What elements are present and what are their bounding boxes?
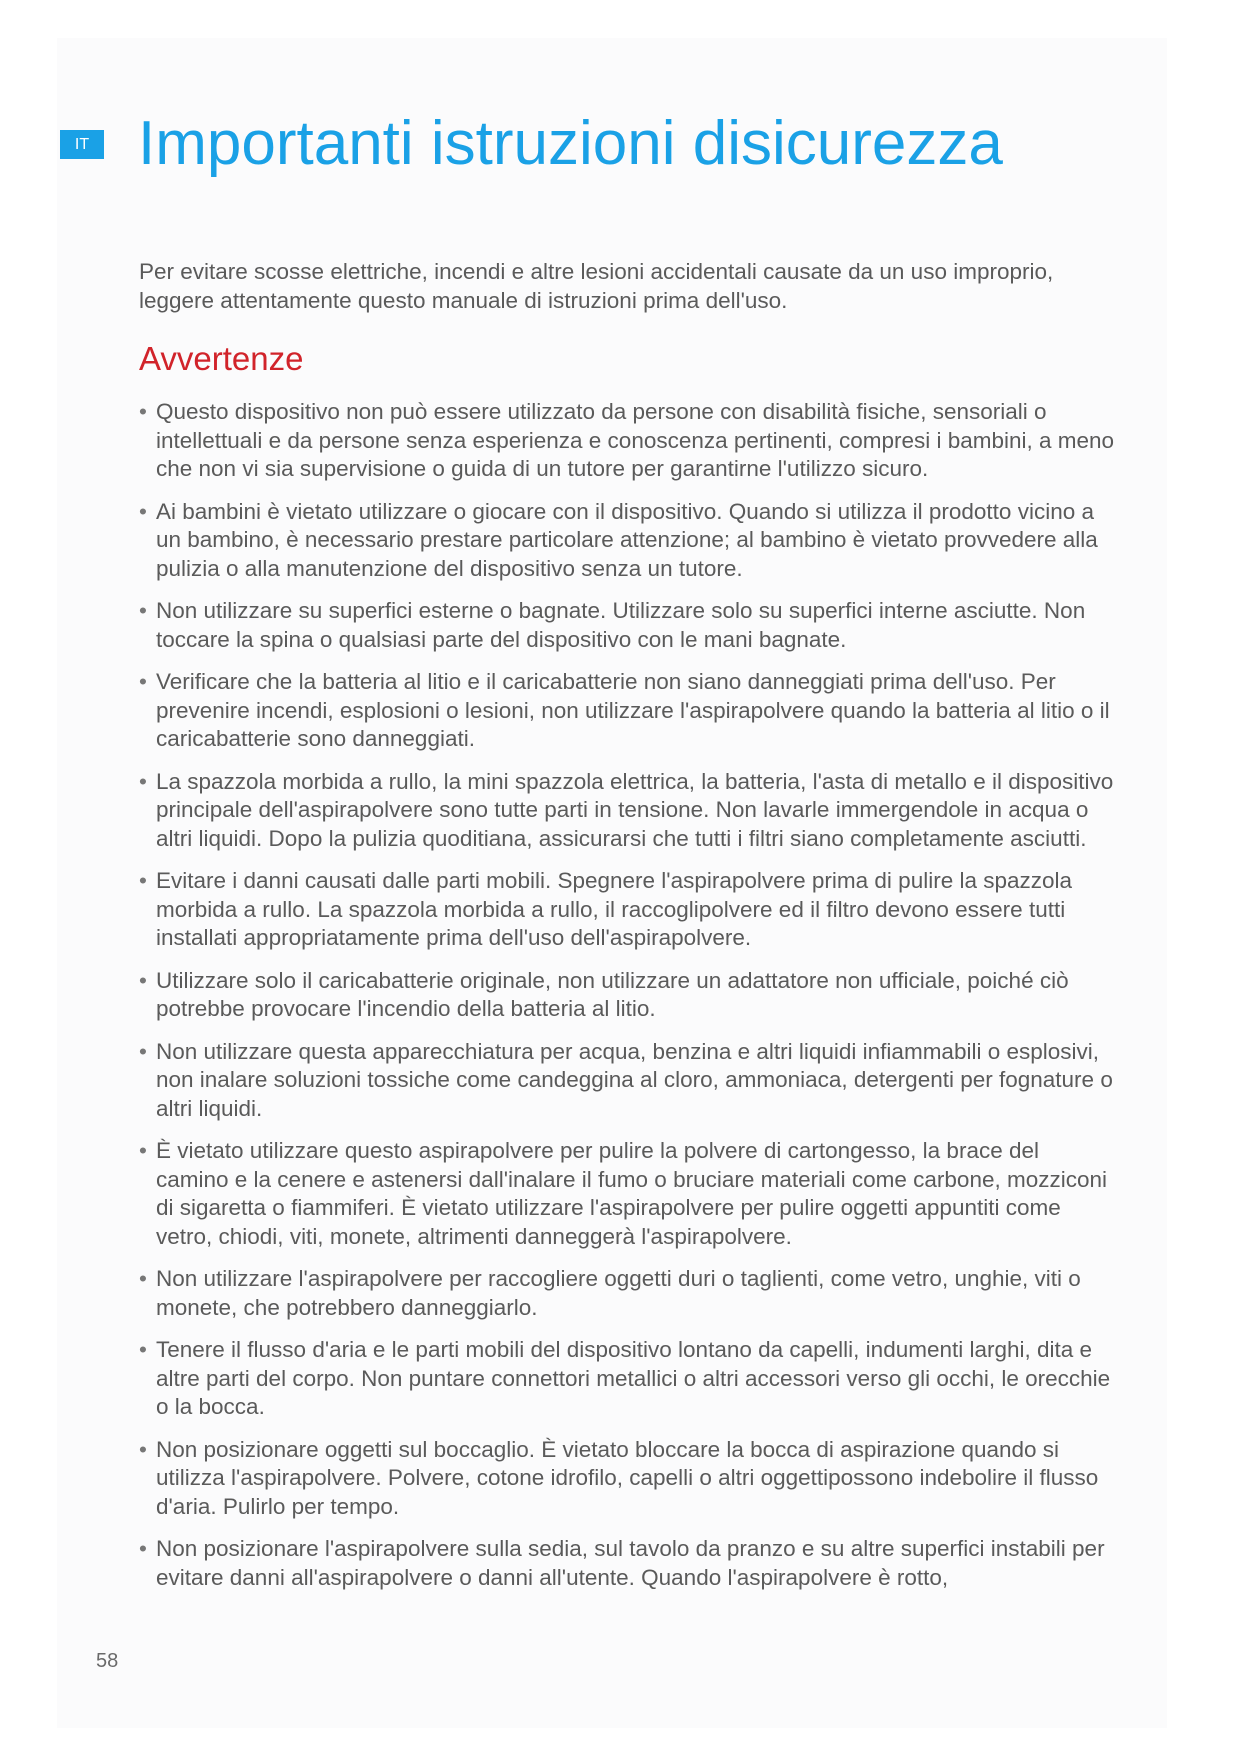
page-title: Importanti istruzioni disicurezza (138, 109, 1003, 178)
bullet-icon: • (139, 967, 147, 993)
bullet-icon: • (139, 768, 147, 794)
bullet-icon: • (139, 1138, 147, 1163)
bullet-icon: • (139, 1266, 147, 1291)
warning-item (139, 967, 1117, 1024)
warning-item (139, 498, 1117, 584)
warning-text: Questo dispositivo non può essere utilizzato da persone con disabilità fisiche, sensoriali o intellettuali e da persone senza esperienza e conoscenza pertinenti, compresi i bambini, a meno che non vi sia supervisione o guida di un tutore per garantirne l'utilizzo sicuro. (156, 399, 1115, 481)
warning-item (139, 867, 1117, 953)
warning-item (139, 597, 1117, 654)
warning-text: Non utilizzare questa apparecchiatura per acqua, benzina e altri liquidi infiammabili o esplosivi, non inalare soluzioni tossiche come candeggina al cloro, ammoniaca, detergenti per fognature o altri liquidi. (156, 1038, 1113, 1121)
bullet-icon: • (139, 598, 147, 623)
warning-item (139, 1336, 1117, 1422)
warning-item (139, 398, 1117, 484)
bullet-icon: • (139, 399, 147, 424)
warning-item (139, 1038, 1117, 1124)
warning-text: Utilizzare solo il caricabatterie originale, non utilizzare un adattatore non ufficiale, poiché ciò potrebbe provocare l'incendio della batteria al litio. (156, 967, 1069, 1021)
warning-item (139, 1265, 1117, 1322)
warning-item (139, 768, 1117, 854)
warning-text: Verificare che la batteria al litio e il caricabatterie non siano danneggiati prima dell'uso. Per prevenire incendi, esplosioni o lesioni, non utilizzare l'aspirapolvere quando la batteria al litio o il caricabatterie sono danneggiati. (156, 669, 1110, 751)
warnings-heading: Avvertenze (139, 340, 304, 377)
warning-text: È vietato utilizzare questo aspirapolvere per pulire la polvere di cartongesso, la brace del camino e la cenere e astenersi dall'inalare il fumo o bruciare materiali come carbone, mozziconi di sigaretta o fiammiferi. È vietato utilizzare l'aspirapolvere per pulire oggetti appuntiti come vetro, chiodi, viti, monete, altrimenti danneggerà l'aspirapolvere. (156, 1138, 1107, 1249)
warning-item (139, 1535, 1117, 1592)
warning-text: La spazzola morbida a rullo, la mini spazzola elettrica, la batteria, l'asta di metallo e il dispositivo principale dell'aspirapolvere sono tutte parti in tensione. Non lavarle immergendole in acqua o altri liquidi. Dopo la pulizia quoditiana, assicurarsi che tutti i filtri siano completamente asciutti. (156, 768, 1114, 851)
warning-text: Non utilizzare l'aspirapolvere per raccogliere oggetti duri o taglienti, come vetro, unghie, viti o monete, che potrebbero danneggiarlo. (156, 1266, 1081, 1320)
warning-text: Non utilizzare su superfici esterne o bagnate. Utilizzare solo su superfici interne asciutte. Non toccare la spina o qualsiasi parte del dispositivo con le mani bagnate. (156, 598, 1086, 652)
bullet-icon: • (139, 498, 147, 524)
warning-text: Ai bambini è vietato utilizzare o giocare con il dispositivo. Quando si utilizza il prodotto vicino a un bambino, è necessario prestare particolare attenzione; al bambino è vietato provvedere alla pulizia o alla manutenzione del dispositivo senza un tutore. (156, 498, 1098, 581)
bullet-icon: • (139, 868, 147, 893)
intro-paragraph: Per evitare scosse elettriche, incendi e altre lesioni accidentali causate da un uso improprio, leggere attentamente questo manuale di istruzioni prima dell'uso. (139, 259, 1054, 313)
bullet-icon: • (139, 1038, 147, 1064)
language-badge: IT (60, 130, 104, 159)
warning-text: Evitare i danni causati dalle parti mobili. Spegnere l'aspirapolvere prima di pulire la spazzola morbida a rullo. La spazzola morbida a rullo, il raccoglipolvere ed il filtro devono essere tutti installati appropriatamente prima dell'uso dell'aspirapolvere. (156, 868, 1073, 950)
warning-item (139, 1137, 1117, 1251)
page-number: 58 (96, 1650, 119, 1672)
warning-item (139, 1436, 1117, 1522)
bullet-icon: • (139, 1337, 147, 1362)
warnings-list (139, 398, 1117, 1606)
warning-text: Non posizionare oggetti sul boccaglio. È vietato bloccare la bocca di aspirazione quando si utilizza l'aspirapolvere. Polvere, cotone idrofilo, capelli o altri oggettipossono indebolire il flusso d'aria. Pulirlo per tempo. (156, 1436, 1099, 1519)
bullet-icon: • (139, 669, 147, 694)
warning-text: Non posizionare l'aspirapolvere sulla sedia, sul tavolo da pranzo e su altre superfici instabili per evitare danni all'aspirapolvere o danni all'utente. Quando l'aspirapolvere è rotto, (156, 1536, 1105, 1590)
bullet-icon: • (139, 1536, 147, 1561)
warning-item (139, 668, 1117, 754)
warning-text: Tenere il flusso d'aria e le parti mobili del dispositivo lontano da capelli, indumenti larghi, dita e altre parti del corpo. Non puntare connettori metallici o altri accessori verso gli occhi, le orecchie o la bocca. (156, 1337, 1111, 1419)
bullet-icon: • (139, 1436, 147, 1462)
